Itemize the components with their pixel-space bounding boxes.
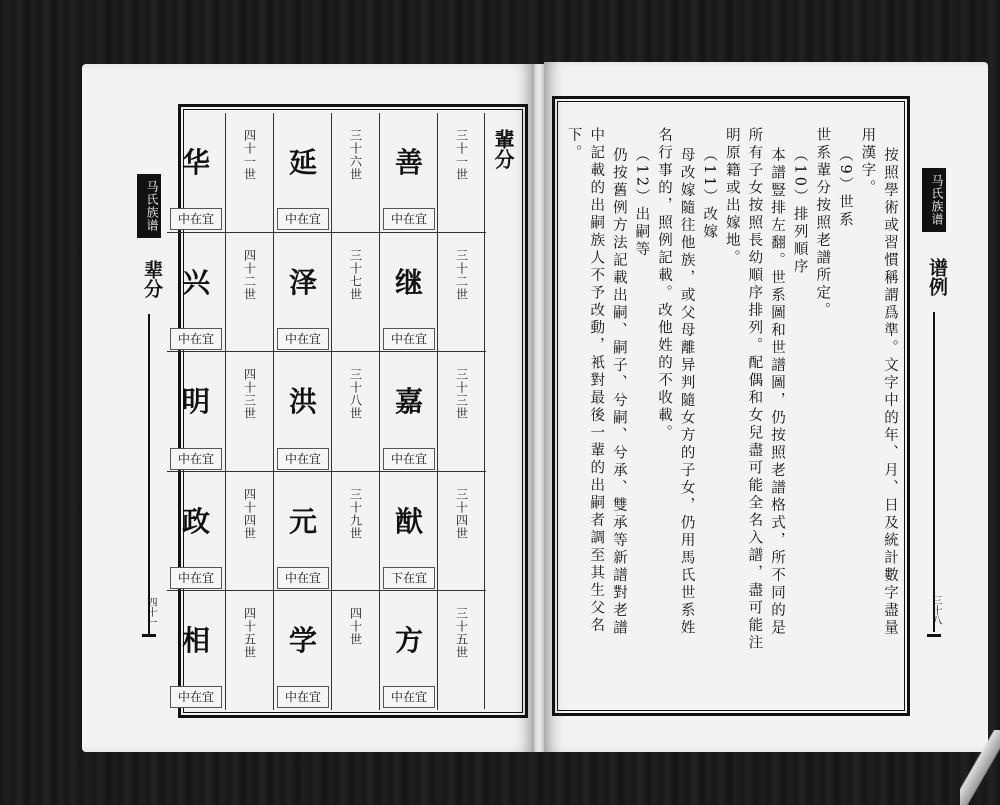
text-column: 按照學術或習慣稱謂爲準。文字中的年、月、日及統計數字盡量 — [882, 147, 898, 637]
generation-subtext: 中在宜 — [277, 686, 329, 708]
right-section-title: 谱例 — [926, 258, 948, 296]
generation-table — [177, 113, 519, 709]
generation-subtext: 下在宜 — [383, 567, 435, 589]
generation-character-cell — [167, 351, 225, 471]
text-column: 母改嫁隨往他族，或父母離异判隨女方的子女，仍用馬氏世系姓 — [678, 147, 695, 637]
generation-number: 四十二世 — [242, 249, 257, 302]
right-page-number: 三十八 — [930, 595, 941, 625]
generation-character: 方 — [394, 623, 423, 657]
generation-number: 三十六世 — [348, 129, 363, 181]
text-column: （10）排列順序 — [791, 147, 808, 277]
generation-number-cell — [225, 351, 274, 471]
generation-character-cell — [379, 113, 438, 232]
text-column: 所有子女按照長幼順序排列。配偶和女兒盡可能全名入譜，盡可能注 — [746, 127, 763, 652]
generation-number: 四十四世 — [242, 487, 257, 540]
left-book-title-tab: 马氏族谱 — [137, 174, 161, 238]
left-section-title: 辈分 — [141, 260, 163, 298]
generation-number-cell — [331, 590, 380, 710]
generation-number-cell — [437, 590, 486, 710]
generation-number: 三十三世 — [454, 368, 469, 421]
generation-character: 明 — [181, 385, 210, 419]
generation-number-cell — [437, 232, 486, 352]
generation-number-cell — [225, 471, 274, 591]
generation-character: 元 — [288, 504, 317, 538]
right-page-bar — [927, 634, 941, 637]
text-column: 用漢字。 — [859, 127, 876, 197]
generation-number: 三十四世 — [454, 487, 469, 540]
generation-character-cell — [167, 232, 225, 352]
generation-number-cell — [331, 232, 380, 352]
generation-number: 三十九世 — [348, 487, 363, 540]
table-header-column — [484, 113, 519, 709]
generation-character: 兴 — [181, 266, 210, 300]
generation-number: 三十二世 — [454, 249, 469, 302]
generation-number-cell — [331, 351, 380, 471]
generation-character: 洪 — [288, 385, 317, 419]
generation-character-cell — [379, 590, 438, 710]
generation-character: 学 — [288, 623, 317, 657]
generation-number: 四十世 — [348, 606, 363, 646]
generation-subtext: 中在宜 — [170, 208, 222, 230]
generation-character-cell — [167, 113, 225, 232]
text-frame — [552, 96, 910, 716]
generation-character-cell — [273, 113, 332, 232]
text-column: （12）出嗣等 — [633, 147, 650, 259]
generation-character-cell — [379, 232, 438, 352]
text-column: （11）改嫁 — [701, 147, 718, 242]
right-page — [544, 62, 988, 752]
generation-number-cell — [331, 471, 380, 591]
scanner-edge — [960, 730, 1000, 805]
generation-number-cell — [437, 471, 486, 591]
generation-subtext: 中在宜 — [383, 208, 435, 230]
generation-character-cell — [167, 590, 225, 710]
right-book-title-tab: 马氏族谱 — [922, 168, 946, 232]
generation-subtext: 中在宜 — [383, 448, 435, 470]
generation-subtext: 中在宜 — [383, 328, 435, 350]
generation-character-cell — [379, 351, 438, 471]
text-column: 仍按舊例方法記載出嗣、嗣子、兮嗣、兮承、雙承等新譜對老譜 — [610, 147, 627, 637]
generation-character: 善 — [394, 146, 423, 179]
generation-character: 相 — [181, 623, 210, 657]
generation-subtext: 中在宜 — [170, 448, 222, 470]
generation-character: 延 — [288, 146, 317, 179]
generation-character: 华 — [181, 146, 210, 179]
generation-number-cell — [437, 113, 486, 232]
right-side-rule — [933, 312, 935, 632]
generation-number: 三十八世 — [348, 368, 363, 421]
generation-number-cell — [331, 113, 380, 232]
text-column: 本譜豎排左翻。世系圖和世譜圖，仍按照老譜格式，所不同的是 — [769, 147, 785, 637]
generation-subtext: 中在宜 — [277, 567, 329, 589]
left-side-rule — [148, 314, 150, 634]
generation-character-cell — [273, 351, 332, 471]
generation-number: 四十一世 — [242, 129, 257, 181]
generation-subtext: 中在宜 — [170, 686, 222, 708]
generation-character: 政 — [181, 504, 210, 538]
text-column: 中記載的出嗣族人不予改動，衹對最後一輩的出嗣者調至其生父名 — [588, 127, 605, 635]
left-page-bar — [142, 634, 156, 637]
generation-number: 四十三世 — [242, 368, 257, 421]
generation-character: 继 — [394, 266, 423, 300]
table-header: 輩分 — [491, 129, 515, 169]
text-column: 世系輩分按照老譜所定。 — [814, 127, 831, 320]
text-column: 下。 — [565, 127, 582, 162]
generation-number-cell — [225, 113, 274, 232]
generation-subtext: 中在宜 — [277, 208, 329, 230]
left-page-number: 四十一 — [145, 597, 156, 627]
generation-subtext: 中在宜 — [170, 567, 222, 589]
generation-number: 四十五世 — [242, 606, 257, 659]
generation-subtext: 中在宜 — [383, 686, 435, 708]
generation-number-cell — [225, 232, 274, 352]
generation-character-cell — [273, 232, 332, 352]
generation-number: 三十五世 — [454, 606, 469, 659]
generation-subtext: 中在宜 — [277, 328, 329, 350]
generation-number-cell — [225, 590, 274, 710]
generation-number: 三十一世 — [454, 129, 469, 181]
generation-character: 泽 — [288, 266, 317, 300]
generation-subtext: 中在宜 — [277, 448, 329, 470]
generation-character-cell — [273, 590, 332, 710]
generation-character: 猷 — [394, 504, 423, 538]
text-column: （9）世系 — [836, 147, 853, 230]
text-column: 名行事的，照例記載。改他姓的不收載。 — [656, 127, 672, 442]
generation-character: 嘉 — [394, 385, 423, 419]
generation-character-cell — [167, 471, 225, 591]
generation-subtext: 中在宜 — [170, 328, 222, 350]
left-page — [82, 64, 534, 752]
generation-number-cell — [437, 351, 486, 471]
generation-character-cell — [379, 471, 438, 591]
generation-number: 三十七世 — [348, 249, 363, 302]
generation-character-cell — [273, 471, 332, 591]
text-column: 明原籍或出嫁地。 — [723, 127, 740, 267]
generation-table-frame — [178, 104, 528, 718]
